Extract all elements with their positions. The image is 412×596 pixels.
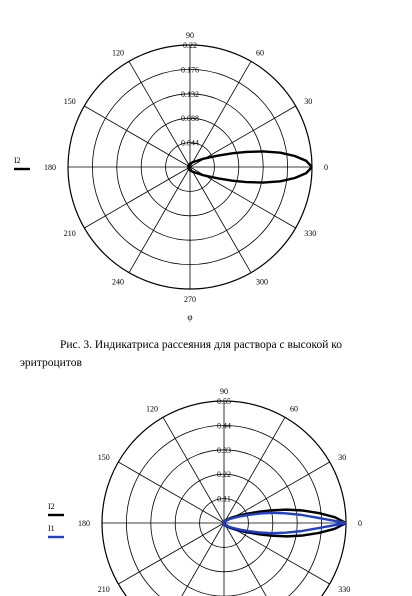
angle-tick-label: 210: [97, 585, 110, 594]
radial-tick-label: 0.44: [217, 421, 231, 431]
angle-tick-label: 60: [256, 48, 264, 58]
angle-tick-label: 300: [256, 277, 268, 287]
angle-tick-label: 270: [184, 295, 196, 304]
angle-tick-label: 30: [338, 453, 347, 462]
caption-line-2: эритроцитов: [20, 357, 82, 369]
angular-grid-spoke: [118, 523, 224, 584]
polar-chart-scattering-1: [14, 31, 328, 322]
legend-label-i2: I2: [14, 156, 21, 165]
radial-tick-label: 0.22: [217, 470, 231, 480]
angle-tick-label: 90: [220, 387, 228, 396]
theta-axis-label: φ: [187, 312, 193, 322]
radial-tick-label: 0.132: [181, 89, 199, 99]
angle-tick-label: 60: [290, 404, 298, 414]
polar-chart-scattering-2: [48, 387, 362, 596]
legend-label-i1: I1: [48, 524, 55, 533]
angle-tick-label: 150: [63, 97, 76, 106]
radial-tick-label: 0.22: [183, 41, 197, 50]
radial-tick-label: 0.176: [181, 65, 199, 75]
angle-tick-label: 330: [338, 585, 351, 594]
angle-tick-label: 90: [186, 31, 194, 40]
angular-grid-spoke: [224, 417, 285, 523]
angular-grid-spoke: [129, 167, 190, 273]
angle-tick-label: 150: [97, 453, 110, 462]
angular-grid-spoke: [84, 106, 190, 167]
angle-tick-label: 30: [304, 97, 313, 106]
angle-tick-label: 210: [63, 229, 76, 238]
angle-tick-label: 180: [44, 163, 56, 172]
angle-tick-label: 0: [324, 163, 328, 172]
angle-tick-label: 330: [304, 229, 317, 238]
legend-label-i2: I2: [48, 502, 55, 511]
figure-caption: [20, 336, 412, 372]
angular-grid-spoke: [163, 523, 224, 596]
radial-tick-label: 0.044: [181, 138, 199, 148]
angular-grid-spoke: [163, 417, 224, 523]
radial-tick-label: 0.11: [217, 494, 231, 504]
radial-tick-label: 0.088: [181, 114, 199, 124]
angular-grid-spoke: [84, 167, 190, 228]
angle-tick-label: 180: [78, 519, 90, 528]
radial-tick-label: 0.55: [217, 397, 231, 406]
angle-tick-label: 240: [112, 277, 124, 287]
angular-grid-spoke: [118, 462, 224, 523]
angle-tick-label: 120: [112, 48, 124, 58]
radial-tick-label: 0.33: [217, 445, 231, 455]
angle-tick-label: 0: [358, 519, 362, 528]
angle-tick-label: 120: [146, 404, 158, 414]
caption-line-1: Рис. 3. Индикатриса рассеяния для раствора с высокой ко: [60, 339, 343, 351]
